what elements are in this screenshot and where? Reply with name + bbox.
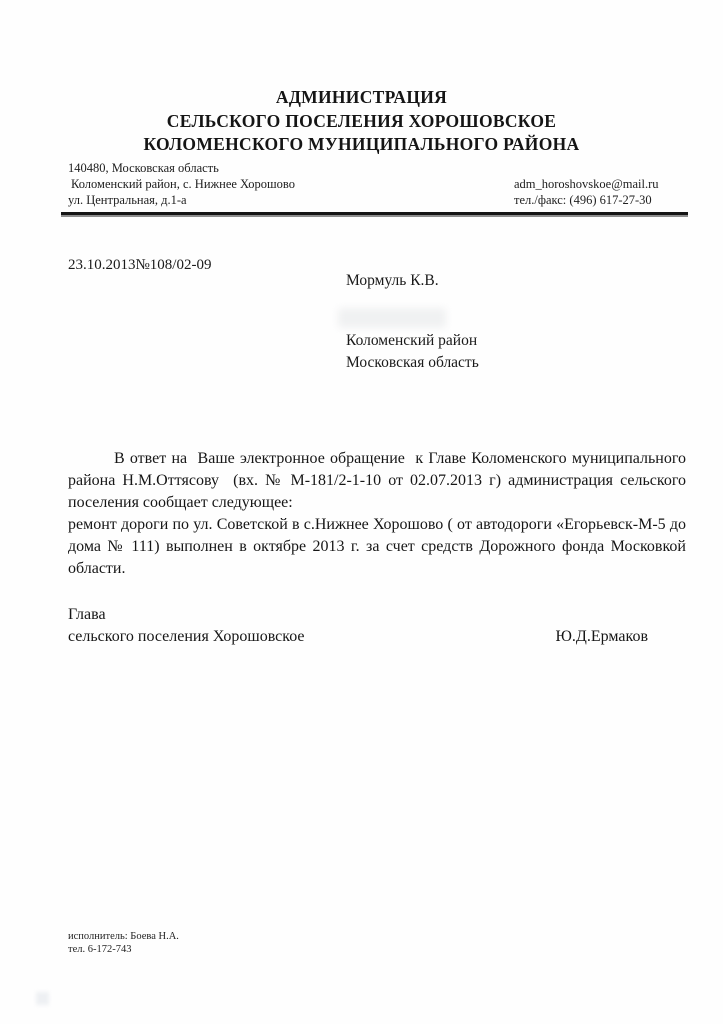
letterhead-title-line-1: АДМИНИСТРАЦИЯ	[275, 87, 448, 107]
signature-position-line-1: Глава	[68, 606, 106, 623]
reference-date-number: 23.10.2013№108/02-09	[68, 257, 212, 273]
sender-contact	[514, 176, 658, 208]
sender-email: adm_horoshovskoe@mail.ru	[514, 177, 659, 191]
addressee-region: Московская область	[346, 354, 479, 371]
redacted-address-smudge	[338, 308, 446, 328]
footer-executor-phone: тел. 6-172-743	[68, 944, 132, 955]
letter-body	[68, 448, 690, 580]
footer-executor-block	[68, 930, 179, 956]
signature-block	[68, 604, 686, 648]
addressee-name: Мормуль К.В.	[346, 272, 439, 289]
letterhead-title	[0, 86, 723, 157]
sender-address-line-1: 140480, Московская область	[68, 161, 219, 175]
scan-artifact	[36, 992, 49, 1005]
sender-address-line-3: ул. Центральная, д.1-а	[68, 193, 187, 207]
body-paragraph-details: ремонт дороги по ул. Советской в с.Нижнее Хорошово ( от автодороги «Егорьевск-М-5 до дома № 111) выполнен в октябре 2013 г. за счет средств Дорожного фонда Московкой области.	[68, 516, 690, 577]
letterhead-title-line-3: КОЛОМЕНСКОГО МУНИЦИПАЛЬНОГО РАЙОНА	[143, 134, 580, 154]
letterhead-divider-rule	[61, 212, 688, 217]
signature-row	[68, 626, 686, 648]
sender-address	[68, 160, 295, 208]
signature-position-line-2: сельского поселения Хорошовское	[68, 628, 305, 645]
sender-phone-fax: тел./факс: (496) 617-27-30	[514, 193, 652, 207]
sender-address-line-2: Коломенский район, с. Нижнее Хорошово	[71, 177, 295, 191]
addressee-district: Коломенский район	[346, 332, 478, 349]
letterhead-title-line-2: СЕЛЬСКОГО ПОСЕЛЕНИЯ ХОРОШОВСКОЕ	[166, 110, 557, 131]
signature-name: Ю.Д.Ермаков	[555, 628, 648, 645]
footer-executor-name: исполнитель: Боева Н.А.	[68, 931, 179, 942]
body-paragraph-intro: В ответ на Ваше электронное обращение к Главе Коломенского муниципального района Н.М.Оттясову (вх. № М-181/2-1-10 от 02.07.2013 г) администрация сельского поселения сообщает следующее:	[68, 450, 690, 511]
